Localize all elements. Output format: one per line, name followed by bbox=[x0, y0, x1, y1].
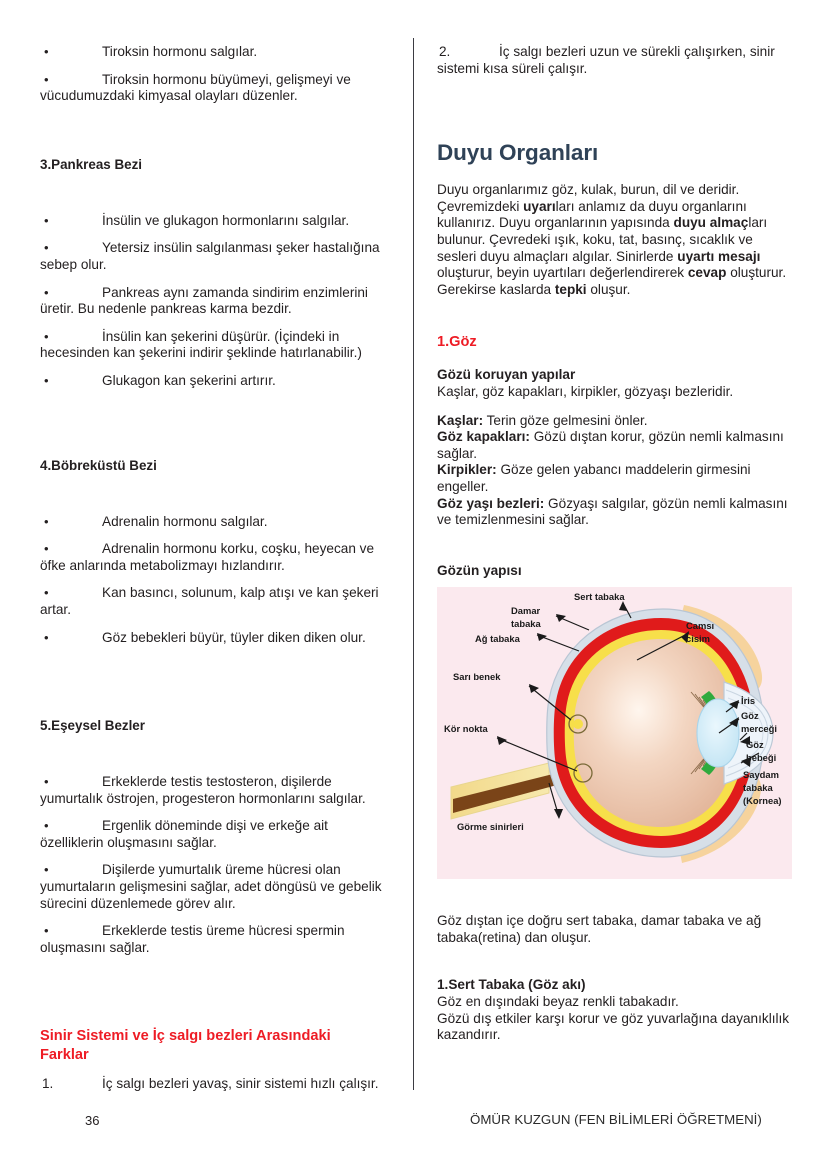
koruyan-yapi-desc: Gözü dıştan korur, gözün nemli kalmasını sağlar. bbox=[437, 429, 784, 461]
emphasis-term: cevap bbox=[687, 265, 727, 281]
label-ag-tabaka: Ağ tabaka bbox=[475, 633, 520, 645]
list-item-text: Pankreas aynı zamanda sindirim enzimlerini üretir. Bu nedenle pankreas karma bezdir. bbox=[40, 284, 368, 317]
koruyan-yapi-item bbox=[437, 462, 792, 495]
list-item bbox=[40, 213, 395, 230]
bullet-dot: • bbox=[44, 284, 49, 300]
koruyan-yapi-term: Kaşlar: bbox=[437, 412, 484, 428]
macula bbox=[573, 719, 583, 729]
list-item-text: Erkeklerde testis üreme hücresi spermin oluşmasını sağlar. bbox=[40, 923, 345, 955]
list-item-text: İnsülin kan şekerini düşürür. (İçindeki in hecesinden kan şekerini indirir şeklinde hatırlanabilir.) bbox=[40, 328, 362, 361]
page-number: 36 bbox=[85, 1113, 100, 1128]
bullet-dot: • bbox=[44, 372, 49, 388]
koruyan-yapi-term: Göz kapakları: bbox=[437, 429, 530, 445]
list-item-text: İnsülin ve glukagon hormonlarını salgılar. bbox=[102, 212, 350, 228]
section-heading-farklar bbox=[40, 1027, 395, 1064]
gozu-koruyan-yapilar-intro: Kaşlar, göz kapakları, kirpikler, gözyaşı bezleridir. bbox=[437, 383, 734, 399]
list-item bbox=[40, 585, 395, 618]
footer-credit: ÖMÜR KUZGUN (FEN BİLİMLERİ ÖĞRETMENİ) bbox=[470, 1112, 762, 1127]
paragraph-run: oluşturur. Gerekirse kaslarda bbox=[437, 265, 787, 297]
list-item-text: Adrenalin hormonu korku, coşku, heyecan ve öfke anlarında metabolizmayı hızlandırır. bbox=[40, 541, 375, 573]
bullet-dot: • bbox=[44, 44, 49, 59]
label-damar-tabaka-l1: Damar bbox=[511, 605, 541, 617]
label-saydam-tabaka-l1: Saydam bbox=[743, 769, 779, 781]
section-heading-bobrekustu: 4.Böbreküstü Bezi bbox=[40, 457, 157, 473]
label-saydam-tabaka-l3: (Kornea) bbox=[743, 795, 782, 807]
section-heading-farklar-line2: Farklar bbox=[40, 1046, 89, 1063]
koruyan-yapi-term: Kirpikler: bbox=[437, 462, 497, 478]
paragraph-run: ları bulunur. Çevredeki ışık, koku, tat, basınç, sıcaklık ve sesleri duyu almaçları algılar. Sinirlerde bbox=[437, 215, 768, 264]
subheading-gozun-yapisi: Gözün yapısı bbox=[437, 562, 522, 578]
paragraph-run: ları anlamız da duyu organlarını kullanırız. Duyu organlarının yapısında bbox=[437, 198, 747, 231]
list-item bbox=[40, 240, 395, 273]
koruyan-yapi-desc: Göze gelen yabancı maddelerin girmesini engeller. bbox=[437, 462, 751, 494]
bullet-dot: • bbox=[44, 862, 49, 878]
subheading-gozu-koruyan-yapilar: Gözü koruyan yapılar bbox=[437, 367, 576, 383]
bullet-dot: • bbox=[44, 923, 49, 939]
list-item-text: Yetersiz insülin salgılanması şeker hastalığına sebep olur. bbox=[40, 240, 380, 272]
label-sari-benek: Sarı benek bbox=[453, 671, 501, 683]
list-item bbox=[40, 541, 395, 574]
gozun-yapisi-caption: Göz dıştan içe doğru sert tabaka, damar tabaka ve ağ tabaka(retina) dan oluşur. bbox=[437, 913, 762, 945]
numbered-list-item bbox=[437, 44, 792, 77]
right-column bbox=[437, 44, 792, 1044]
label-kor-nokta: Kör nokta bbox=[444, 723, 488, 735]
duyu-organlari-paragraph bbox=[437, 182, 792, 298]
list-item bbox=[40, 44, 395, 61]
list-item-number: 2. bbox=[439, 44, 451, 59]
column-divider bbox=[413, 38, 414, 1090]
koruyan-yapi-item bbox=[437, 413, 792, 430]
koruyan-yapi-desc: Gözyaşı salgılar, gözün nemli kalmasını ve temizlenmesini sağlar. bbox=[437, 495, 788, 528]
koruyan-yapi-desc: Terin göze gelmesini önler. bbox=[483, 412, 648, 428]
list-item bbox=[40, 862, 395, 912]
list-item-number: 1. bbox=[42, 1076, 54, 1092]
koruyan-yapi-term: Göz yaşı bezleri: bbox=[437, 495, 545, 511]
list-item bbox=[40, 514, 395, 531]
label-goz-mercegi-l2: merceği bbox=[741, 723, 777, 735]
emphasis-term: uyartı mesajı bbox=[677, 248, 761, 264]
list-item bbox=[40, 285, 395, 318]
list-item-text: Göz bebekleri büyür, tüyler diken diken olur. bbox=[102, 629, 366, 645]
section-heading-farklar-line1: Sinir Sistemi ve İç salgı bezleri Arasındaki bbox=[40, 1028, 331, 1045]
paragraph-run: Duyu organlarımız göz, kulak, burun, dil ve deridir. Çevremizdeki bbox=[437, 182, 740, 214]
list-item bbox=[40, 373, 395, 390]
page-title-duyu-organlari: Duyu Organları bbox=[437, 140, 599, 166]
label-saydam-tabaka-l2: tabaka bbox=[743, 782, 773, 794]
bullet-dot: • bbox=[44, 818, 49, 834]
bullet-dot: • bbox=[44, 71, 49, 87]
list-item-text: Kan basıncı, solunum, kalp atışı ve kan şekeri artar. bbox=[40, 585, 379, 617]
bullet-dot: • bbox=[44, 240, 49, 256]
list-item bbox=[40, 630, 395, 647]
list-item-text: Ergenlik döneminde dişi ve erkeğe ait özelliklerin oluşmasını sağlar. bbox=[40, 818, 328, 850]
label-goz-bebegi-l2: bebeği bbox=[746, 752, 777, 764]
label-sert-tabaka: Sert tabaka bbox=[574, 591, 625, 603]
koruyan-yapi-item bbox=[437, 429, 792, 462]
label-iris: İris bbox=[741, 695, 756, 707]
list-item-text: Adrenalin hormonu salgılar. bbox=[102, 513, 268, 529]
list-item-text: Tiroksin hormonu salgılar. bbox=[102, 44, 258, 59]
section-heading-eseysel: 5.Eşeysel Bezler bbox=[40, 718, 145, 734]
label-camsi-cisim-l2: cisim bbox=[686, 633, 710, 645]
subheading-sert-tabaka: 1.Sert Tabaka (Göz akı) bbox=[437, 977, 586, 993]
emphasis-term: uyarı bbox=[523, 198, 556, 214]
list-item bbox=[40, 329, 395, 362]
label-damar-tabaka-l2: tabaka bbox=[511, 618, 541, 630]
list-item-text: Erkeklerde testis testosteron, dişilerde yumurtalık östrojen, progesteron hormonlarını salgılar. bbox=[40, 774, 366, 806]
bullet-dot: • bbox=[44, 774, 49, 790]
list-item-text: Glukagon kan şekerini artırır. bbox=[102, 372, 276, 388]
list-item bbox=[40, 72, 395, 105]
list-item-text: Dişilerde yumurtalık üreme hücresi olan yumurtaların gelişmesini sağlar, adet döngüsü ve gebelik sürecini düzenlemede görev alır. bbox=[40, 862, 382, 911]
list-item-text: İç salgı bezleri uzun ve sürekli çalışırken, sinir sistemi kısa süreli çalışır. bbox=[437, 44, 775, 76]
emphasis-term: tepki bbox=[554, 281, 587, 297]
paragraph-run: oluşturur, beyin uyartıları değerlendirerek bbox=[437, 265, 688, 281]
bullet-dot: • bbox=[44, 328, 49, 344]
bullet-dot: • bbox=[44, 629, 49, 645]
label-goz-mercegi-l1: Göz bbox=[741, 710, 759, 722]
sert-tabaka-line: Gözü dış etkiler karşı korur ve göz yuvarlağına dayanıklılık kazandırır. bbox=[437, 1010, 790, 1043]
list-item-text: İç salgı bezleri yavaş, sinir sistemi hızlı çalışır. bbox=[102, 1076, 379, 1092]
list-item bbox=[40, 774, 395, 807]
bullet-dot: • bbox=[44, 212, 49, 228]
list-item-text: Tiroksin hormonu büyümeyi, gelişmeyi ve vücudumuzdaki kimyasal olayları düzenler. bbox=[40, 71, 351, 104]
section-heading-pankreas: 3.Pankreas Bezi bbox=[40, 156, 142, 172]
bullet-dot: • bbox=[44, 585, 49, 601]
numbered-list-item bbox=[40, 1076, 395, 1093]
list-item bbox=[40, 818, 395, 851]
sert-tabaka-line: Göz en dışındaki beyaz renkli tabakadır. bbox=[437, 994, 679, 1010]
label-goz-bebegi-l1: Göz bbox=[746, 739, 764, 751]
label-gorme-sinirleri: Görme sinirleri bbox=[457, 821, 524, 833]
emphasis-term: duyu almaç bbox=[673, 215, 749, 231]
koruyan-yapi-item bbox=[437, 496, 792, 529]
eye-anatomy-figure bbox=[437, 587, 792, 879]
left-column bbox=[40, 44, 395, 1104]
lens bbox=[697, 699, 739, 767]
paragraph-run: oluşur. bbox=[586, 281, 631, 297]
list-item bbox=[40, 923, 395, 956]
bullet-dot: • bbox=[44, 513, 49, 529]
bullet-dot: • bbox=[44, 541, 49, 557]
label-camsi-cisim-l1: Camsı bbox=[686, 620, 715, 632]
section-heading-goz: 1.Göz bbox=[437, 334, 477, 351]
